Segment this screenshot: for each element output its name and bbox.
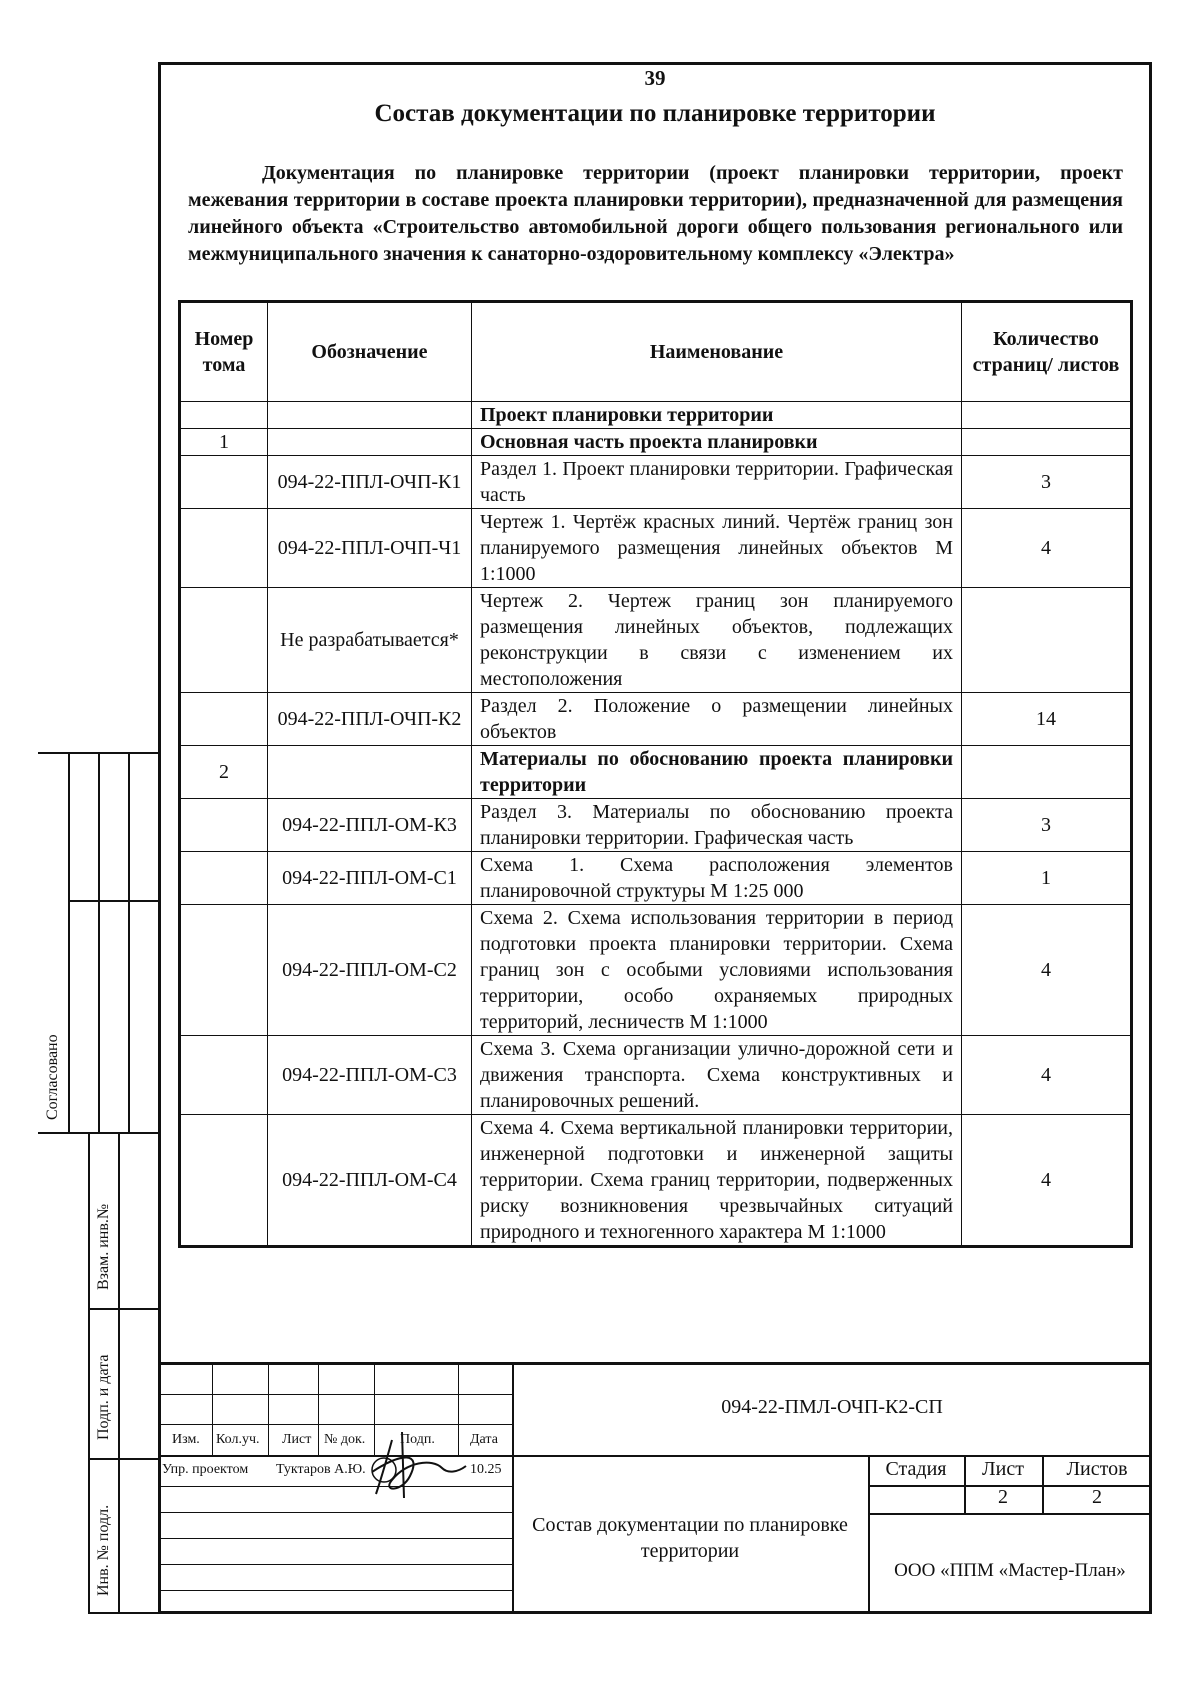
name-cell: Чертеж 2. Чертеж границ зон планируемого размещения линейных объектов, подлежащих реконструкции в связи с изменением их местоположения xyxy=(472,588,962,693)
count-cell xyxy=(962,402,1132,429)
stamp-divider xyxy=(88,1458,160,1460)
volume-cell xyxy=(180,799,268,852)
code-cell xyxy=(268,429,472,456)
stamp-divider xyxy=(68,900,158,902)
stage-label: Стадия xyxy=(885,1458,947,1480)
tb-line xyxy=(158,1590,512,1591)
count-cell xyxy=(962,429,1132,456)
code-cell xyxy=(268,402,472,429)
stamp-divider xyxy=(98,752,100,1134)
document-name: Состав документации по планировке территории xyxy=(532,1514,848,1562)
table-row xyxy=(180,852,1132,905)
stamp-divider xyxy=(88,1308,160,1310)
code-cell: Не разрабатывается* xyxy=(268,588,472,693)
count-cell: 3 xyxy=(962,456,1132,509)
volume-cell xyxy=(180,693,268,746)
tb-line xyxy=(158,1455,1152,1457)
code-cell: 094-22-ППЛ-ОЧП-К2 xyxy=(268,693,472,746)
volume-cell xyxy=(180,402,268,429)
table-row xyxy=(180,746,1132,799)
volume-cell xyxy=(180,905,268,1036)
tb-line xyxy=(158,1512,512,1513)
inv-label: Инв. № подл. xyxy=(95,1504,112,1596)
table-row xyxy=(180,509,1132,588)
name-cell: Раздел 3. Материалы по обоснованию проекта планировки территории. Графическая часть xyxy=(472,799,962,852)
name-cell: Проект планировки территории xyxy=(472,402,962,429)
name-cell: Схема 3. Схема организации улично-дорожной сети и движения транспорта. Схема конструктивных и планировочных решений. xyxy=(472,1036,962,1115)
vzam-label: Взам. инв.№ xyxy=(95,1203,112,1290)
tb-date: 10.25 xyxy=(470,1462,502,1477)
code-cell: 094-22-ППЛ-ОМ-С2 xyxy=(268,905,472,1036)
table-row xyxy=(180,456,1132,509)
company-name: ООО «ППМ «Мастер-План» xyxy=(894,1560,1126,1581)
volume-cell xyxy=(180,852,268,905)
signature-image xyxy=(362,1432,472,1502)
tb-line xyxy=(868,1513,1152,1515)
table-row xyxy=(180,905,1132,1036)
table-row xyxy=(180,1115,1132,1247)
tb-line xyxy=(158,1538,512,1539)
tb-role: Упр. проектом xyxy=(162,1462,249,1477)
count-cell: 3 xyxy=(962,799,1132,852)
code-cell: 094-22-ППЛ-ОМ-С1 xyxy=(268,852,472,905)
volume-cell xyxy=(180,1036,268,1115)
stamp-divider xyxy=(128,752,130,1134)
podp-label: Подп. и дата xyxy=(95,1354,112,1440)
tb-col-doc: № док. xyxy=(324,1432,366,1447)
volume-cell xyxy=(180,1115,268,1247)
tb-line xyxy=(158,1564,512,1565)
header-count: Количество страниц/ листов xyxy=(962,302,1132,402)
document-title: Состав документации по планировке территории xyxy=(374,100,936,127)
table-header-row xyxy=(180,302,1132,402)
volume-cell xyxy=(180,588,268,693)
count-cell: 4 xyxy=(962,1036,1132,1115)
name-cell: Схема 4. Схема вертикальной планировки территории, инженерной подготовки и инженерной защиты территории. Схема границ территории, подверженных риску возникновения чрезвычайных ситуаций природного и техногенного характера М 1:1000 xyxy=(472,1115,962,1247)
count-cell: 4 xyxy=(962,509,1132,588)
stamp-divider xyxy=(118,1132,120,1614)
tb-col-podp: Подп. xyxy=(400,1432,435,1447)
tb-col-izm: Изм. xyxy=(172,1432,200,1447)
count-cell xyxy=(962,588,1132,693)
name-cell: Чертеж 1. Чертёж красных линий. Чертёж границ зон планируемого размещения линейных объектов М 1:1000 xyxy=(472,509,962,588)
table-row xyxy=(180,1036,1132,1115)
code-cell: 094-22-ППЛ-ОЧП-К1 xyxy=(268,456,472,509)
name-cell: Раздел 1. Проект планировки территории. Графическая часть xyxy=(472,456,962,509)
table-row xyxy=(180,693,1132,746)
volume-cell xyxy=(180,456,268,509)
volume-cell: 1 xyxy=(180,429,268,456)
sheet-value: 2 xyxy=(998,1486,1008,1508)
sheet-label: Лист xyxy=(982,1458,1024,1480)
tb-col-list: Лист xyxy=(282,1432,312,1447)
title-block-top xyxy=(158,1362,1152,1365)
tb-line xyxy=(318,1362,319,1456)
count-cell: 4 xyxy=(962,1115,1132,1247)
code-cell xyxy=(268,746,472,799)
code-cell: 094-22-ППЛ-ОМ-К3 xyxy=(268,799,472,852)
table-row xyxy=(180,429,1132,456)
intro-paragraph: Документация по планировке территории (проект планировки территории, проект межевания территории в составе проекта планировки территории), предназначенной для размещения линейного объекта «Строительство автомобильной дороги общего пользования регионального или межмуниципального значения к санаторно-оздоровительному комплексу «Электра» xyxy=(188,162,1123,265)
volume-cell xyxy=(180,509,268,588)
tb-line xyxy=(268,1362,269,1456)
name-cell: Материалы по обоснованию проекта планировки территории xyxy=(472,746,962,799)
table-row xyxy=(180,588,1132,693)
header-name: Наименование xyxy=(472,302,962,402)
sheets-label: Листов xyxy=(1066,1458,1128,1480)
tb-person: Туктаров А.Ю. xyxy=(276,1462,366,1477)
code-cell: 094-22-ППЛ-ОМ-С4 xyxy=(268,1115,472,1247)
tb-line xyxy=(212,1362,213,1456)
code-cell: 094-22-ППЛ-ОМ-С3 xyxy=(268,1036,472,1115)
document-code: 094-22-ПМЛ-ОЧП-К2-СП xyxy=(721,1396,943,1418)
name-cell: Схема 1. Схема расположения элементов планировочной структуры М 1:25 000 xyxy=(472,852,962,905)
table-row xyxy=(180,799,1132,852)
tb-col-date: Дата xyxy=(470,1432,498,1447)
page-number: 39 xyxy=(644,66,666,90)
table-row xyxy=(180,402,1132,429)
name-cell: Раздел 2. Положение о размещении линейных объектов xyxy=(472,693,962,746)
header-code: Обозначение xyxy=(268,302,472,402)
count-cell: 14 xyxy=(962,693,1132,746)
header-volume: Номер тома xyxy=(180,302,268,402)
stamp-divider xyxy=(68,752,70,1134)
tb-col-kol: Кол.уч. xyxy=(216,1432,260,1447)
volume-cell: 2 xyxy=(180,746,268,799)
count-cell xyxy=(962,746,1132,799)
agreed-label: Согласовано xyxy=(44,1034,61,1120)
sheets-value: 2 xyxy=(1092,1486,1102,1508)
name-cell: Схема 2. Схема использования территории в период подготовки проекта планировки территории. Схема границ зон с особыми условиями использования территории, особо охраняемых природных территорий, лесничеств М 1:1000 xyxy=(472,905,962,1036)
code-cell: 094-22-ППЛ-ОЧП-Ч1 xyxy=(268,509,472,588)
documentation-table xyxy=(178,300,1133,1248)
count-cell: 1 xyxy=(962,852,1132,905)
count-cell: 4 xyxy=(962,905,1132,1036)
name-cell: Основная часть проекта планировки xyxy=(472,429,962,456)
